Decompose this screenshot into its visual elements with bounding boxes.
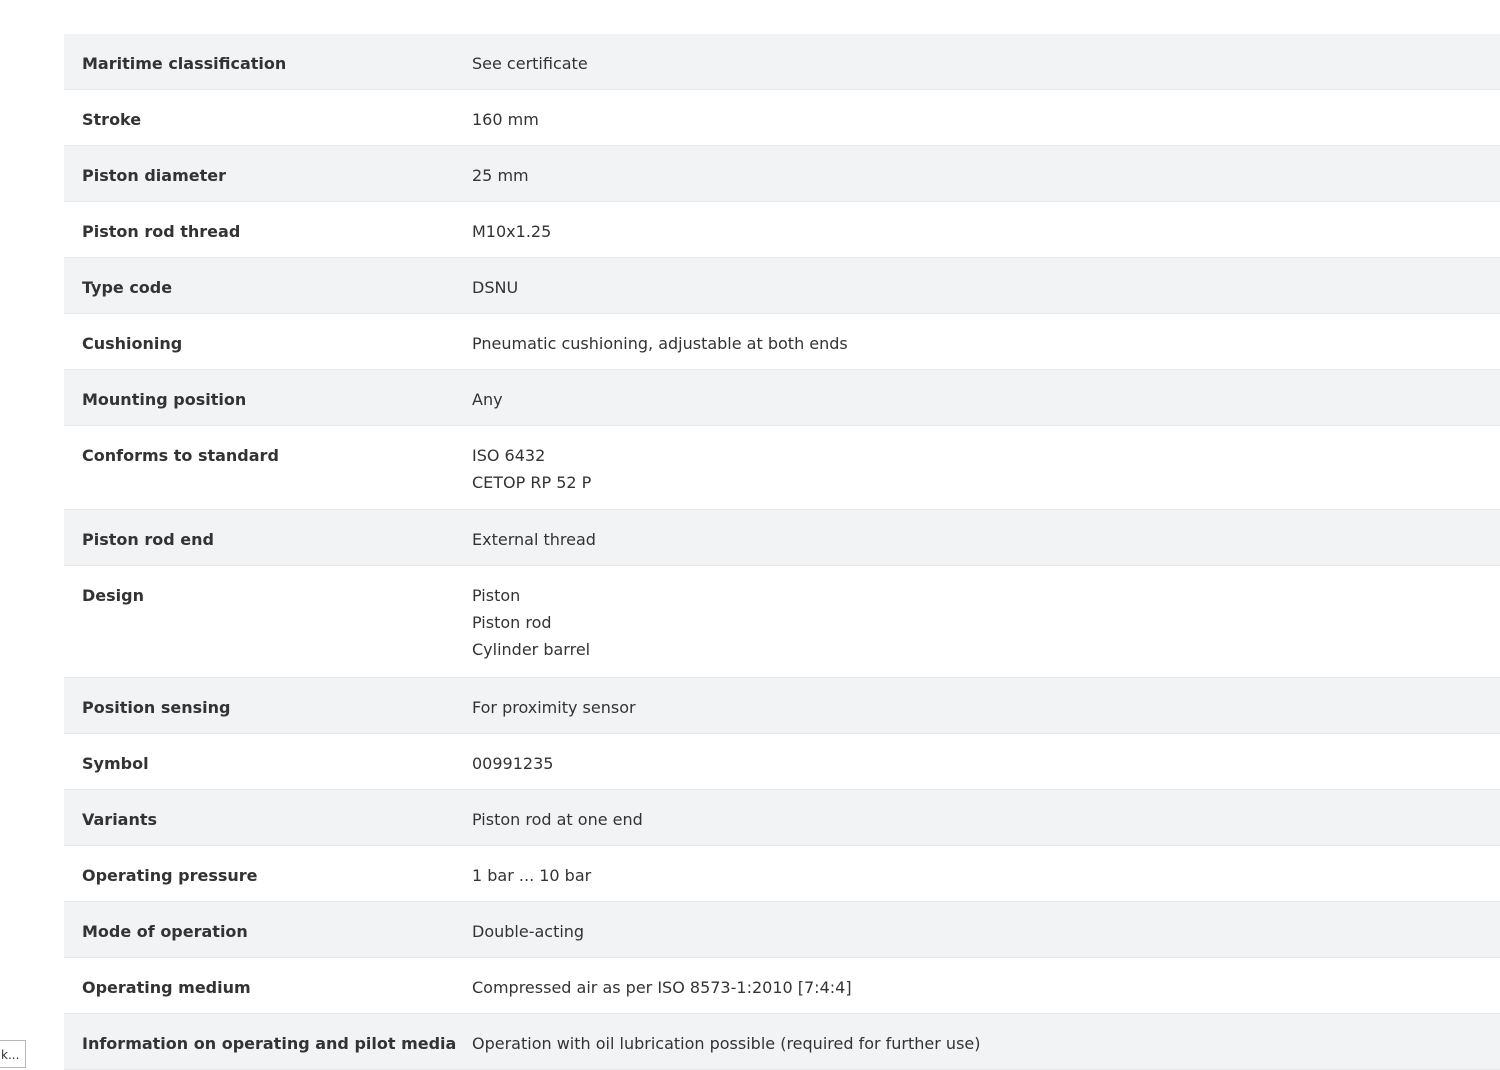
spec-value <box>472 526 1500 553</box>
spec-label: Information on operating and pilot media <box>82 1034 457 1053</box>
spec-label: Variants <box>82 810 158 829</box>
spec-value-line: 25 mm <box>472 166 529 185</box>
spec-value <box>472 274 1500 301</box>
spec-row <box>64 790 1500 846</box>
spec-value <box>472 442 1500 496</box>
spec-value <box>472 750 1500 777</box>
spec-value-line: Operation with oil lubrication possible (required for further use) <box>472 1034 981 1053</box>
spec-label: Type code <box>82 278 173 297</box>
spec-label: Mode of operation <box>82 922 248 941</box>
spec-row <box>64 34 1500 90</box>
spec-row <box>64 314 1500 370</box>
spec-row <box>64 426 1500 510</box>
spec-value-line: Double-acting <box>472 922 585 941</box>
spec-value <box>472 218 1500 245</box>
spec-label: Stroke <box>82 110 142 129</box>
spec-row <box>64 202 1500 258</box>
spec-label: Piston rod thread <box>82 222 241 241</box>
spec-value-line: Compressed air as per ISO 8573-1:2010 [7:4:4] <box>472 978 852 997</box>
spec-value <box>472 694 1500 721</box>
spec-label: Maritime classification <box>82 54 287 73</box>
spec-value <box>472 330 1500 357</box>
spec-label: Conforms to standard <box>82 446 279 465</box>
spec-value-line: Cylinder barrel <box>472 640 591 659</box>
spec-value-line: Pneumatic cushioning, adjustable at both ends <box>472 334 848 353</box>
spec-value <box>472 862 1500 889</box>
spec-value-line: M10x1.25 <box>472 222 552 241</box>
spec-value <box>472 974 1500 1001</box>
spec-value-line: Piston rod at one end <box>472 810 643 829</box>
spec-value-line: 160 mm <box>472 110 539 129</box>
spec-row <box>64 846 1500 902</box>
spec-row <box>64 1014 1500 1070</box>
spec-row <box>64 146 1500 202</box>
spec-label: Mounting position <box>82 390 247 409</box>
spec-value-line: 00991235 <box>472 754 554 773</box>
spec-value-line: Piston rod <box>472 613 552 632</box>
spec-row <box>64 90 1500 146</box>
spec-value <box>472 1030 1500 1057</box>
spec-row <box>64 370 1500 426</box>
spec-value <box>472 50 1500 77</box>
spec-value-line: Any <box>472 390 503 409</box>
spec-row <box>64 958 1500 1014</box>
spec-row <box>64 734 1500 790</box>
spec-value <box>472 386 1500 413</box>
spec-value-line: 1 bar ... 10 bar <box>472 866 592 885</box>
spec-label: Design <box>82 586 144 605</box>
spec-value-line: Piston <box>472 586 521 605</box>
spec-value <box>472 918 1500 945</box>
spec-label: Symbol <box>82 754 149 773</box>
spec-label: Operating medium <box>82 978 251 997</box>
spec-value-line: ISO 6432 <box>472 446 546 465</box>
spec-row <box>64 566 1500 678</box>
spec-value-line: DSNU <box>472 278 519 297</box>
spec-label: Position sensing <box>82 698 231 717</box>
spec-value <box>472 806 1500 833</box>
spec-value <box>472 582 1500 663</box>
spec-label: Operating pressure <box>82 866 258 885</box>
technical-data-table <box>64 34 1500 1070</box>
spec-row <box>64 510 1500 566</box>
spec-value-line: External thread <box>472 530 596 549</box>
spec-row <box>64 258 1500 314</box>
corner-tooltip[interactable]: k... <box>0 1040 26 1068</box>
spec-label: Piston rod end <box>82 530 214 549</box>
spec-value <box>472 106 1500 133</box>
spec-value-line: See certificate <box>472 54 588 73</box>
spec-label: Cushioning <box>82 334 183 353</box>
spec-value-line: For proximity sensor <box>472 698 636 717</box>
spec-label: Piston diameter <box>82 166 226 185</box>
spec-value <box>472 162 1500 189</box>
spec-value-line: CETOP RP 52 P <box>472 473 592 492</box>
spec-row <box>64 678 1500 734</box>
spec-row <box>64 902 1500 958</box>
